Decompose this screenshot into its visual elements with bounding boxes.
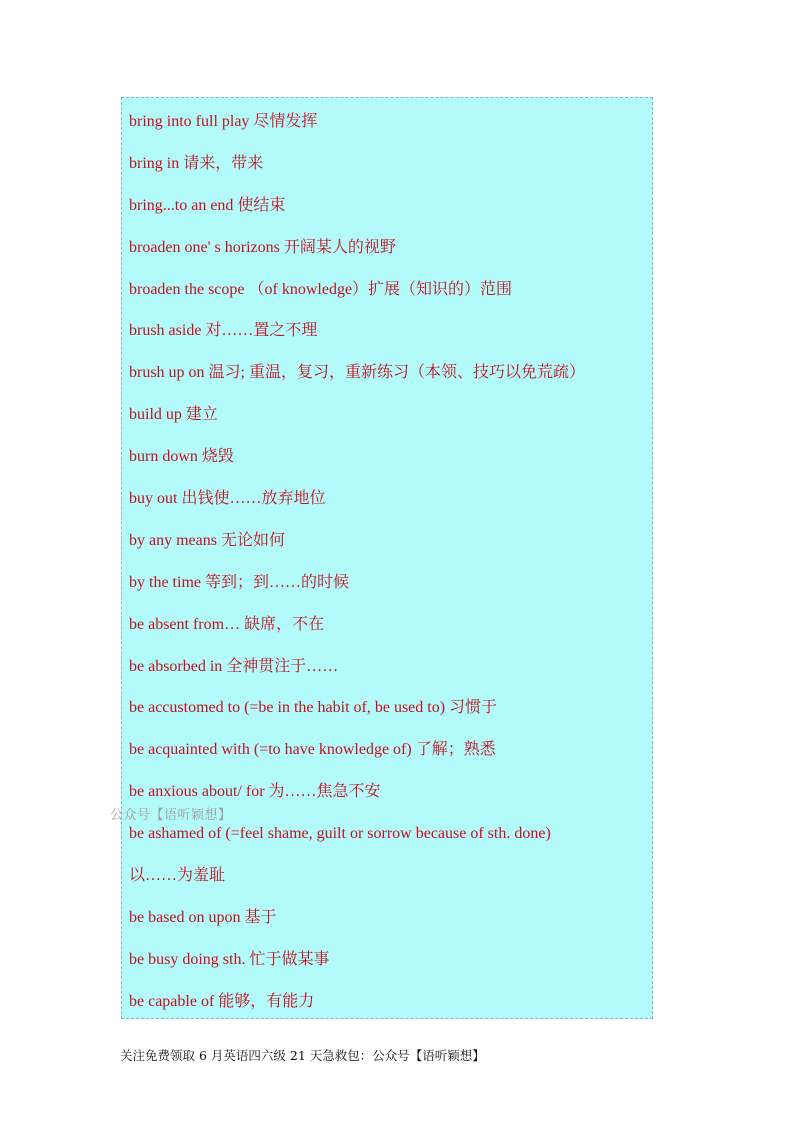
entry-0: bring into full play 尽情发挥 bbox=[129, 113, 318, 130]
entry-21: be capable of 能够，有能力 bbox=[129, 992, 315, 1010]
entry-16: be anxious about/ for 为……焦急不安 bbox=[129, 783, 381, 801]
entry-10: by any means 无论如何 bbox=[129, 531, 285, 549]
entry-13: be absorbed in 全神贯注于…… bbox=[129, 657, 339, 675]
entry-18: 以……为羞耻 bbox=[129, 867, 226, 885]
entry-4: broaden the scope （of knowledge）扩展（知识的）范围 bbox=[129, 280, 513, 298]
entry-1: bring in 请来，带来 bbox=[129, 154, 264, 172]
footer-note: 关注免费领取 6 月英语四六级 21 天急救包：公众号【语听颖想】 bbox=[120, 1048, 485, 1063]
entry-8: burn down 烧毁 bbox=[129, 448, 234, 466]
entry-17: be ashamed of (=feel shame, guilt or sorrow because of sth. done) bbox=[129, 825, 551, 843]
entry-12: be absent from… 缺席，不在 bbox=[129, 615, 325, 633]
entry-14: be accustomed to (=be in the habit of, be used to) 习惯于 bbox=[129, 699, 498, 717]
entry-6: brush up on 温习; 重温，复习，重新练习（本领、技巧以免荒疏） bbox=[129, 364, 586, 382]
entry-3: broaden one' s horizons 开阔某人的视野 bbox=[129, 238, 396, 256]
entry-20: be busy doing sth. 忙于做某事 bbox=[129, 950, 330, 968]
entry-19: be based on upon 基于 bbox=[129, 908, 277, 926]
entry-7: build up 建立 bbox=[129, 406, 218, 424]
entry-15: be acquainted with (=to have knowledge of) 了解；熟悉 bbox=[129, 741, 496, 759]
vocabulary-box bbox=[121, 97, 653, 1019]
watermark: 公众号【语听颖想】 bbox=[110, 808, 232, 823]
entry-2: bring...to an end 使结束 bbox=[129, 196, 286, 214]
entry-5: brush aside 对……置之不理 bbox=[129, 322, 318, 340]
entry-11: by the time 等到；到……的时候 bbox=[129, 573, 349, 591]
entry-9: buy out 出钱使……放弃地位 bbox=[129, 490, 326, 508]
